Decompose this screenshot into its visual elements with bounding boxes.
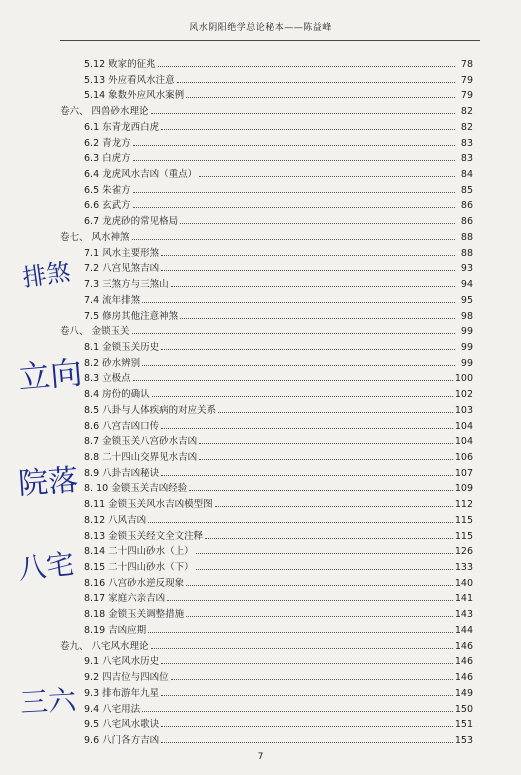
toc-entry-line [84, 294, 473, 308]
toc-entry-line [84, 671, 473, 685]
toc-entry-line [84, 89, 473, 103]
toc-entry-title: 金锁玉关历史 [102, 341, 160, 353]
toc-section-entry [0, 278, 521, 292]
toc-entry-number: 9.2 [84, 672, 100, 684]
toc-chapter-entry [0, 105, 521, 119]
dot-leader [161, 475, 453, 476]
toc-entry-title: 风水神煞 [91, 231, 130, 243]
dot-leader [218, 412, 453, 413]
toc-section-entry [0, 404, 521, 418]
toc-entry-number: 6.3 [84, 153, 100, 165]
toc-entry-title: 修房其他注意神煞 [102, 310, 179, 322]
toc-entry-line [84, 372, 473, 386]
toc-entry-line [84, 357, 473, 371]
toc-entry-line [84, 530, 473, 544]
toc-section-entry [0, 545, 521, 559]
toc-entry-line [60, 325, 473, 339]
toc-entry-number: 5.12 [84, 59, 106, 70]
dot-leader [199, 176, 455, 177]
toc-entry-line [60, 231, 473, 245]
toc-entry-line [84, 278, 473, 292]
toc-entry-number: 8.17 [84, 593, 106, 605]
dot-leader [180, 318, 455, 319]
toc-section-entry [0, 262, 521, 276]
toc-entry-title: 八宅用法 [102, 703, 141, 715]
toc-section-entry [0, 687, 521, 701]
toc-entry-page: 93 [460, 263, 473, 275]
toc-entry-number: 卷八、 [60, 326, 89, 338]
dot-leader [148, 632, 453, 633]
toc-entry-title: 八门各方吉凶 [102, 734, 160, 746]
dot-leader [177, 82, 455, 83]
toc-section-entry [0, 734, 521, 748]
handwritten-note: 排煞 [20, 257, 73, 293]
toc-entry-line [84, 74, 473, 88]
toc-entry-line [84, 310, 473, 324]
dot-leader [148, 522, 453, 523]
toc-entry-number: 9.3 [84, 687, 100, 699]
dot-leader [186, 585, 453, 586]
toc-entry-page: 86 [460, 216, 473, 228]
toc-entry-page: 84 [460, 169, 473, 181]
handwritten-note: 三六 [19, 683, 77, 720]
toc-entry-page: 115 [454, 530, 473, 542]
toc-entry-number: 7.2 [84, 263, 100, 275]
toc-entry-line [84, 58, 473, 72]
dot-leader [133, 380, 453, 381]
toc-entry-page: 112 [454, 499, 473, 511]
toc-entry-title: 龙虎砂的常见格局 [102, 216, 179, 228]
toc-entry-title: 三煞方与三煞山 [102, 279, 169, 291]
dot-leader [161, 270, 455, 271]
toc-entry-line [84, 184, 473, 198]
toc-entry-page: 151 [454, 719, 473, 731]
toc-entry-number: 8.18 [84, 609, 106, 621]
toc-entry-title: 立极点 [102, 373, 131, 385]
dot-leader [161, 742, 453, 743]
dot-leader [161, 129, 455, 130]
toc-section-entry [0, 215, 521, 229]
toc-entry-line [84, 734, 473, 748]
toc-section-entry [0, 199, 521, 213]
toc-entry-page: 99 [460, 357, 473, 369]
dot-leader [199, 443, 453, 444]
toc-entry-title: 八宅风水理论 [91, 640, 149, 652]
handwritten-note: 立向 [16, 353, 84, 397]
dot-leader [205, 538, 453, 539]
toc-entry-number: 卷九、 [60, 640, 89, 652]
toc-entry-title: 四吉位与四凶位 [102, 672, 169, 684]
toc-entry-page: 153 [454, 734, 473, 746]
toc-entry-title: 八宅风水历史 [102, 656, 160, 668]
toc-entry-title: 败家的征兆 [108, 59, 156, 70]
dot-leader [142, 302, 455, 303]
dot-leader [151, 113, 455, 114]
toc-entry-title: 金锁玉关经文全文注释 [108, 530, 204, 542]
toc-entry-line [84, 137, 473, 151]
toc-entry-page: 98 [460, 310, 473, 322]
toc-entry-number: 8.13 [84, 530, 106, 542]
dot-leader [171, 679, 453, 680]
handwritten-note: 八宅 [16, 547, 76, 586]
toc-entry-number: 6.1 [84, 121, 100, 133]
dot-leader [142, 365, 455, 366]
dot-leader [189, 490, 453, 491]
header-rule [60, 40, 480, 41]
toc-section-entry [0, 184, 521, 198]
toc-section-entry [0, 137, 521, 151]
toc-entry-line [84, 514, 473, 528]
toc-entry-page: 88 [460, 231, 473, 243]
toc-section-entry [0, 592, 521, 606]
dot-leader [132, 239, 455, 240]
toc-entry-number: 9.1 [84, 656, 100, 668]
toc-entry-page: 83 [460, 137, 473, 149]
toc-entry-title: 二十四山砂水（上） [108, 546, 194, 558]
handwritten-note: 院落 [17, 462, 80, 503]
toc-entry-number: 5.14 [84, 90, 106, 102]
dot-leader [133, 192, 455, 193]
toc-entry-title: 金锁玉关调整措施 [108, 609, 185, 621]
toc-entry-number: 6.2 [84, 137, 100, 149]
toc-section-entry [0, 655, 521, 669]
toc-section-entry [0, 168, 521, 182]
page-number: 7 [257, 752, 264, 762]
toc-entry-title: 八宫吉凶口传 [102, 420, 160, 432]
dot-leader [171, 286, 455, 287]
toc-entry-page: 150 [454, 703, 473, 715]
toc-entry-line [84, 215, 473, 229]
dot-leader [161, 726, 453, 727]
dot-leader [161, 695, 453, 696]
toc-entry-number: 8.6 [84, 420, 100, 432]
toc-chapter-entry [0, 640, 521, 654]
toc-entry-page: 85 [460, 184, 473, 196]
toc-entry-title: 龙虎风水吉凶（重点） [102, 169, 198, 181]
toc-entry-title: 青龙方 [102, 137, 131, 149]
toc-section-entry [0, 121, 521, 135]
toc-entry-line [84, 545, 473, 559]
toc-entry-title: 金锁玉关吉凶经验 [111, 483, 188, 495]
dot-leader [158, 66, 455, 67]
dot-leader [133, 160, 455, 161]
toc-entry-line [84, 420, 473, 434]
toc-entry-page: 99 [460, 326, 473, 338]
toc-entry-number: 5.13 [84, 74, 106, 86]
toc-entry-number: 8.16 [84, 577, 106, 589]
toc-section-entry [0, 58, 521, 72]
toc-entry-title: 八卦与人体疾病的对应关系 [102, 404, 217, 416]
toc-entry-page: 82 [460, 121, 473, 133]
toc-entry-line [84, 451, 473, 465]
dot-leader [180, 223, 455, 224]
toc-entry-page: 146 [454, 656, 473, 668]
toc-entry-page: 102 [454, 389, 473, 401]
toc-entry-page: 99 [460, 341, 473, 353]
toc-entry-title: 外应看风水注意 [108, 74, 175, 86]
toc-entry-title: 八宫见煞吉凶 [102, 263, 160, 275]
toc-entry-number: 9.5 [84, 719, 100, 731]
toc-entry-title: 流年排煞 [102, 294, 141, 306]
toc-section-entry [0, 624, 521, 638]
toc-entry-page: 100 [454, 373, 473, 385]
toc-entry-line [84, 624, 473, 638]
toc-entry-line [84, 498, 473, 512]
toc-entry-page: 109 [454, 483, 473, 495]
toc-entry-page: 104 [454, 420, 473, 432]
toc-entry-page: 86 [460, 200, 473, 212]
toc-entry-line [84, 435, 473, 449]
toc-entry-title: 砂水辨别 [102, 357, 141, 369]
toc-entry-title: 房份的确认 [102, 389, 150, 401]
toc-entry-title: 金锁玉关风水吉凶模型图 [108, 499, 213, 511]
dot-leader [199, 459, 453, 460]
toc-entry-number: 卷六、 [60, 106, 89, 118]
toc-entry-page: 107 [454, 467, 473, 479]
toc-entry-line [84, 718, 473, 732]
toc-section-entry [0, 671, 521, 685]
toc-entry-line [84, 687, 473, 701]
toc-entry-line [84, 577, 473, 591]
toc-entry-number: 8.8 [84, 452, 100, 463]
toc-entry-title: 东青龙西白虎 [102, 121, 160, 133]
toc-entry-title: 八风吉凶 [108, 514, 147, 526]
toc-entry-line [60, 640, 473, 654]
toc-entry-number: 6.5 [84, 184, 100, 196]
running-header: 风水阴阳绝学总论秘本——陈益峰 [189, 23, 332, 33]
toc-section-entry [0, 514, 521, 528]
toc-entry-number: 7.4 [84, 294, 100, 306]
toc-entry-number: 9.6 [84, 734, 100, 746]
toc-entry-page: 103 [454, 404, 473, 416]
toc-section-entry [0, 718, 521, 732]
toc-section-entry [0, 451, 521, 465]
toc-section-entry [0, 89, 521, 103]
toc-section-entry [0, 498, 521, 512]
toc-entry-line [84, 388, 473, 402]
toc-section-entry [0, 420, 521, 434]
toc-entry-title: 八宅风水歌诀 [102, 719, 160, 731]
toc-entry-title: 白虎方 [102, 153, 131, 165]
toc-entry-number: 8.19 [84, 624, 106, 636]
dot-leader [186, 97, 455, 98]
toc-entry-line [84, 152, 473, 166]
toc-entry-number: 8.5 [84, 404, 100, 416]
dot-leader [152, 396, 453, 397]
toc-section-entry [0, 530, 521, 544]
toc-chapter-entry [0, 325, 521, 339]
toc-entry-line [84, 121, 473, 135]
dot-leader [196, 553, 453, 554]
toc-entry-page: 83 [460, 153, 473, 165]
toc-entry-number: 8.11 [84, 499, 106, 511]
toc-entry-line [84, 561, 473, 575]
toc-entry-page: 82 [460, 106, 473, 118]
toc-entry-number: 7.1 [84, 247, 100, 259]
toc-entry-title: 八卦吉凶秘诀 [102, 467, 160, 479]
toc-section-entry [0, 247, 521, 261]
toc-entry-page: 149 [454, 687, 473, 699]
toc-entry-title: 风水主要形煞 [102, 247, 160, 259]
toc-entry-line [84, 467, 473, 481]
toc-entry-title: 八宫砂水逆反现象 [108, 577, 185, 589]
toc-entry-title: 吉凶应期 [108, 624, 147, 636]
toc-section-entry [0, 310, 521, 324]
dot-leader [161, 428, 453, 429]
dot-leader [142, 711, 453, 712]
toc-entry-page: 79 [460, 90, 473, 102]
toc-section-entry [0, 74, 521, 88]
toc-entry-line [84, 655, 473, 669]
toc-entry-number: 6.7 [84, 216, 100, 228]
toc-entry-title: 金锁玉关 [91, 326, 130, 338]
toc-entry-page: 115 [454, 514, 473, 526]
toc-entry-number: 6.4 [84, 169, 100, 181]
toc-entry-line [84, 199, 473, 213]
toc-entry-page: 146 [454, 640, 473, 652]
toc-entry-number: 8.14 [84, 546, 106, 558]
toc-entry-page: 78 [460, 59, 473, 70]
dot-leader [133, 207, 455, 208]
toc-section-entry [0, 577, 521, 591]
toc-entry-number: 6.6 [84, 200, 100, 212]
toc-entry-page: 126 [454, 546, 473, 558]
toc-entry-title: 象数外应风水案例 [108, 90, 185, 102]
dot-leader [167, 600, 453, 601]
toc-entry-line [84, 592, 473, 606]
toc-entry-title: 金锁玉关八宫砂水吉凶 [102, 436, 198, 448]
toc-entry-title: 家庭六亲吉凶 [108, 593, 166, 605]
toc-entry-page: 141 [454, 593, 473, 605]
toc-entry-number: 8.12 [84, 514, 106, 526]
toc-entry-page: 144 [454, 624, 473, 636]
toc-entry-page: 94 [460, 279, 473, 291]
toc-entry-number: 8.9 [84, 467, 100, 479]
dot-leader [215, 506, 453, 507]
toc-entry-line [84, 168, 473, 182]
toc-entry-number: 7.5 [84, 310, 100, 322]
toc-entry-title: 排布游年九星 [102, 687, 160, 699]
toc-chapter-entry [0, 231, 521, 245]
toc-entry-title: 二十四山交界见水吉凶 [102, 452, 198, 463]
toc-entry-number: 8.4 [84, 389, 100, 401]
toc-entry-title: 玄武方 [102, 200, 131, 212]
toc-entry-number: 8.15 [84, 562, 106, 574]
dot-leader [161, 663, 453, 664]
toc-entry-page: 106 [454, 452, 473, 463]
toc-entry-number: 7.3 [84, 279, 100, 291]
toc-entry-page: 133 [454, 562, 473, 574]
toc-entry-title: 朱雀方 [102, 184, 131, 196]
toc-entry-line [84, 404, 473, 418]
dot-leader [132, 333, 455, 334]
toc-entry-line [84, 608, 473, 622]
toc-entry-number: 8.2 [84, 357, 100, 369]
toc-section-entry [0, 435, 521, 449]
dot-leader [186, 616, 453, 617]
toc-entry-page: 95 [460, 294, 473, 306]
dot-leader [133, 145, 455, 146]
toc-section-entry [0, 703, 521, 717]
toc-entry-page: 88 [460, 247, 473, 259]
toc-entry-line [84, 247, 473, 261]
dot-leader [161, 255, 455, 256]
dot-leader [161, 349, 455, 350]
toc-entry-number: 9.4 [84, 703, 100, 715]
toc-entry-line [84, 703, 473, 717]
toc-entry-line [84, 341, 473, 355]
toc-entry-page: 104 [454, 436, 473, 448]
toc-entry-line [84, 482, 473, 496]
toc-section-entry [0, 467, 521, 481]
dot-leader [151, 648, 453, 649]
toc-entry-page: 146 [454, 672, 473, 684]
toc-entry-number: 8.1 [84, 341, 100, 353]
toc-entry-line [60, 105, 473, 119]
toc-section-entry [0, 608, 521, 622]
toc-entry-title: 四兽砂水理论 [91, 106, 149, 118]
toc-entry-number: 8. 10 [84, 483, 109, 495]
toc-section-entry [0, 152, 521, 166]
toc-entry-page: 143 [454, 609, 473, 621]
toc-section-entry [0, 561, 521, 575]
toc-entry-title: 二十四山砂水（下） [108, 562, 194, 574]
toc-entry-page: 79 [460, 74, 473, 86]
toc-section-entry [0, 294, 521, 308]
toc-entry-number: 8.3 [84, 373, 100, 385]
toc-entry-line [84, 262, 473, 276]
toc-entry-number: 8.7 [84, 436, 100, 448]
toc-entry-number: 卷七、 [60, 231, 89, 243]
dot-leader [196, 569, 453, 570]
toc-entry-page: 140 [454, 577, 473, 589]
